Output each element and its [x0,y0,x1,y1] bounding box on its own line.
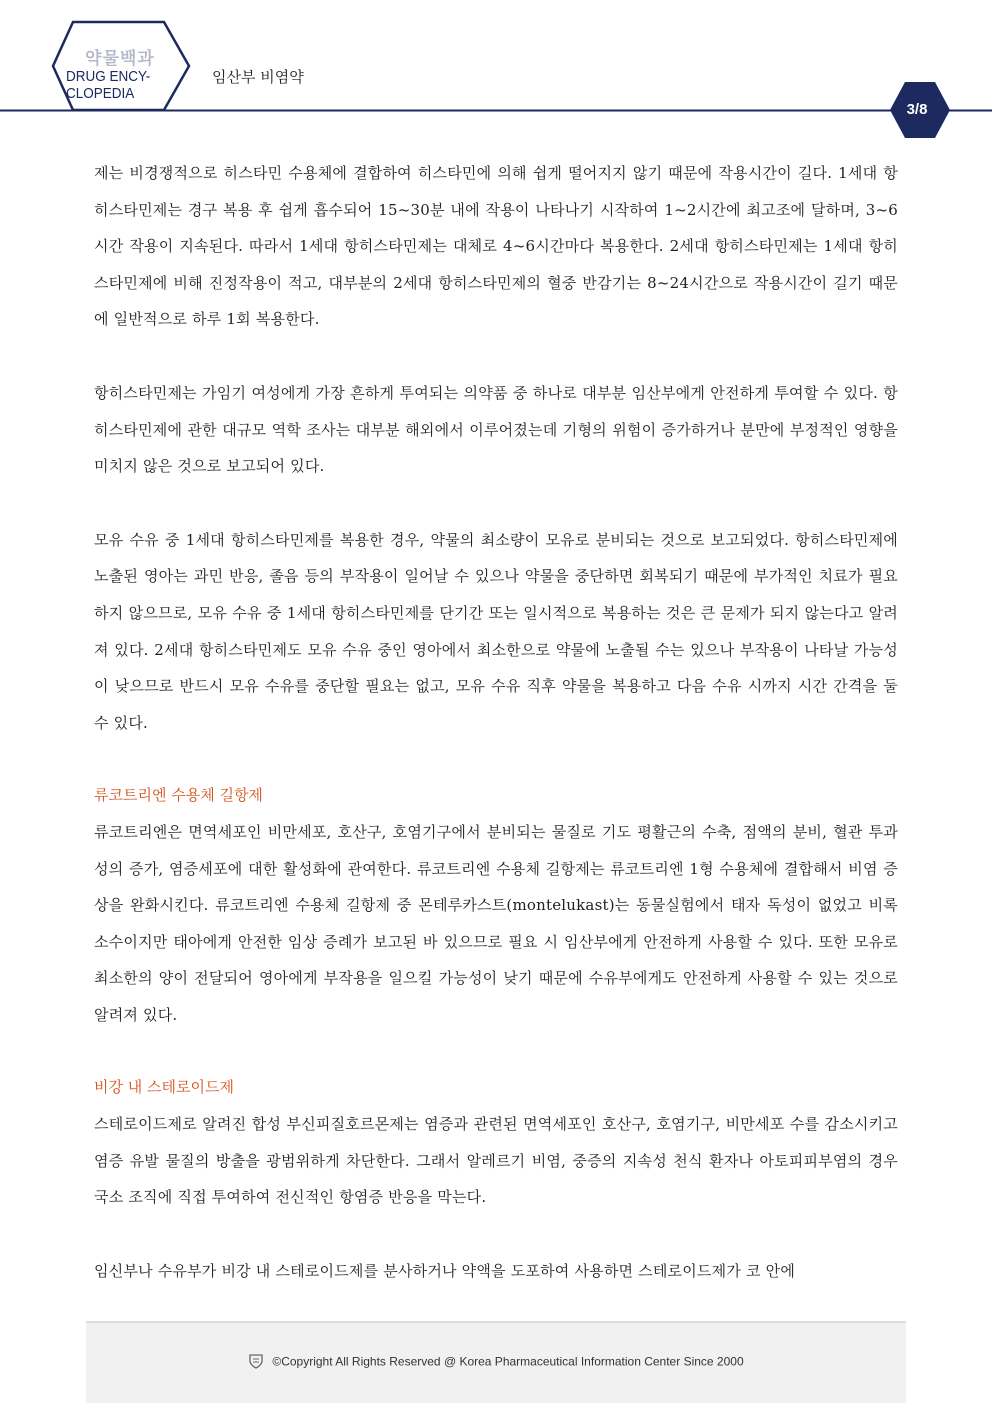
section-heading: 비강 내 스테로이드제 [94,1078,234,1097]
logo-korean: 약물백과 [85,49,155,69]
logo-english-line1: DRUG ENCY- [66,68,151,85]
page-header [0,0,992,150]
shield-logo-icon [248,1353,264,1372]
page-footer [86,1321,906,1403]
section-title: 임산부 비염약 [212,68,304,86]
page-number: 3/8 [906,101,928,118]
paragraph: 모유 수유 중 1세대 항히스타민제를 복용한 경우, 약물의 최소량이 모유로 분비되는 것으로 보고되었다. 항히스타민제에 노출된 영아는 과민 반응, 졸음 등의 부작용이 일어날 수 있으나 약물을 중단하면 회복되기 때문에 부가적인 치료가 필요하지 않으므로, 모유 수유 중 1세대 항히스타민제를 단기간 또는 일시적으로 복용하는 것은 큰 문제가 되지 않는다고 알려져 있다. 2세대 항히스타민제도 모유 수유 중인 영아에서 최소한으로 약물에 노출될 수는 있으나 부작용이 나타날 가능성이 낮으므로 반드시 모유 수유를 중단할 필요는 없고, 모유 수유 직후 약물을 복용하고 다음 수유 시까지 시간 간격을 둘 수 있다. [94,530,898,732]
section-heading: 류코트리엔 수용체 길항제 [94,786,263,805]
paragraph: 류코트리엔은 면역세포인 비만세포, 호산구, 호염기구에서 분비되는 물질로 기도 평활근의 수축, 점액의 분비, 혈관 투과성의 증가, 염증세포에 대한 활성화에 관여한다. 류코트리엔 수용체 길항제는 류코트리엔 1형 수용체에 결합해서 비염 증상을 완화시킨다. 류코트리엔 수용체 길항제 중 몬테루카스트(montelukast)는 동물실험에서 태자 독성이 없었고 비록 소수이지만 태아에게 안전한 임상 증례가 보고된 바 있으므로 필요 시 임산부에게 안전하게 사용할 수 있다. 또한 모유로 최소한의 양이 전달되어 영아에게 부작용을 일으킬 가능성이 낮기 때문에 수유부에게도 안전하게 사용할 수 있는 것으로 알려져 있다. [94,822,898,1024]
article-body [94,155,898,1289]
logo-english-line2: CLOPEDIA [66,85,135,102]
paragraph: 제는 비경쟁적으로 히스타민 수용체에 결합하여 히스타민에 의해 쉽게 떨어지지 않기 때문에 작용시간이 길다. 1세대 항히스타민제는 경구 복용 후 쉽게 흡수되어 15~30분 내에 작용이 나타나기 시작하여 1~2시간에 최고조에 달하며, 3~6시간 작용이 지속된다. 따라서 1세대 항히스타민제는 대체로 4~6시간마다 복용한다. 2세대 항히스타민제는 1세대 항히스타민제에 비해 진정작용이 적고, 대부분의 2세대 항히스타민제의 혈중 반감기는 8~24시간으로 작용시간이 길기 때문에 일반적으로 하루 1회 복용한다. [94,164,898,329]
logo-english [66,68,174,102]
footer-content [86,1353,906,1372]
paragraph: 스테로이드제로 알려진 합성 부신피질호르몬제는 염증과 관련된 면역세포인 호산구, 호염기구, 비만세포 수를 감소시키고 염증 유발 물질의 방출을 광범위하게 차단한다. 그래서 알레르기 비염, 중증의 지속성 천식 환자나 아토피피부염의 경우 국소 조직에 직접 투여하여 전신적인 항염증 반응을 막는다. [94,1115,898,1207]
copyright-text: ©Copyright All Rights Reserved @ Korea Pharmaceutical Information Center Since 2000 [272,1354,744,1369]
paragraph: 항히스타민제는 가임기 여성에게 가장 흔하게 투여되는 의약품 중 하나로 대부분 임산부에게 안전하게 투여할 수 있다. 항히스타민제에 관한 대규모 역학 조사는 대부분 해외에서 이루어졌는데 기형의 위험이 증가하거나 분만에 부정적인 영향을 미치지 않은 것으로 보고되어 있다. [94,383,898,476]
paragraph: 임신부나 수유부가 비강 내 스테로이드제를 분사하거나 약액을 도포하여 사용하면 스테로이드제가 코 안에 [94,1261,796,1280]
